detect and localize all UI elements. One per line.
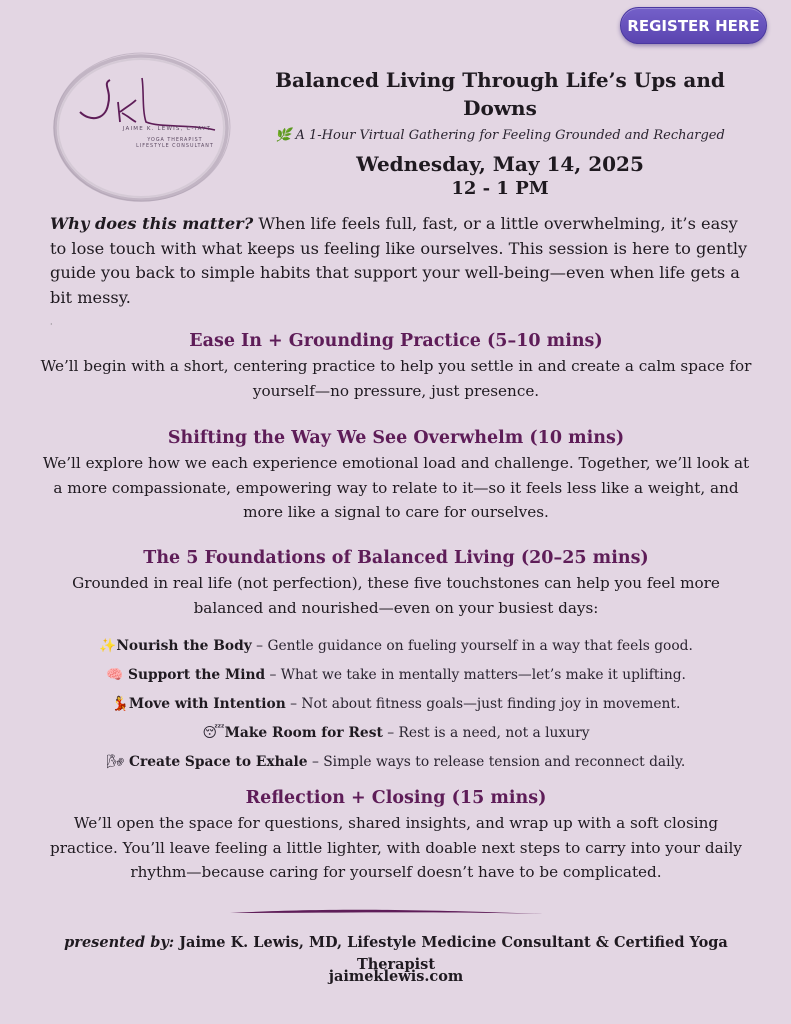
list-item [40,748,752,777]
list-item [40,690,752,719]
why-lead: Why does this matter? [50,214,254,233]
foundation-desc: – What we take in mentally matters—let’s make it uplifting. [265,667,686,683]
section-heading: Reflection + Closing (15 mins) [245,788,547,808]
list-item [40,661,752,690]
brain-icon: 🧠 [106,667,124,683]
stray-dot: · [50,320,53,329]
section-body: We’ll begin with a short, centering practice to help you settle in and create a calm space for yourself—no pressure, just presence. [40,357,752,400]
logo-sub-2: LIFESTYLE CONSULTANT [136,144,214,149]
subtitle-text: A 1-Hour Virtual Gathering for Feeling Grounded and Recharged [295,128,725,143]
foundation-title: Make Room for Rest [224,725,383,741]
logo [50,50,232,205]
section-body: We’ll open the space for questions, shared insights, and wrap up with a soft closing practice. You’ll leave feeling a little lighter, with doable next steps to carry into your daily rhythm—because caring for yourself doesn’t have to be complicated. [50,814,742,881]
sparkles-icon: ✨ [99,638,117,654]
logo-subtitle [120,138,230,150]
wind-icon: 🌬 [106,754,125,770]
event-date: Wednesday, May 14, 2025 [356,152,644,176]
event-time: 12 - 1 PM [451,178,549,199]
section-body: Grounded in real life (not perfection), these five touchstones can help you feel more balanced and nourished—even on your busiest days: [72,574,720,617]
foundation-desc: – Gentle guidance on fueling yourself in a way that feels good. [251,638,693,654]
foundation-title: Create Space to Exhale [124,754,308,770]
section-heading: Ease In + Grounding Practice (5–10 mins) [189,331,603,351]
foundation-title: Support the Mind [123,667,266,683]
foundation-desc: – Simple ways to release tension and reconnect daily. [307,754,686,770]
leaf-icon: 🌿 [275,128,292,143]
logo-sub-1: YOGA THERAPIST [147,138,203,143]
presenter-name: Jaime K. Lewis, MD, Lifestyle Medicine Consultant & Certified Yoga Therapist [174,934,728,973]
foundation-title: Nourish the Body [116,638,252,654]
section-ease-in [40,328,752,403]
foundations-list [40,632,752,777]
section-closing [40,785,752,885]
dancer-icon: 💃 [111,696,129,712]
presented-label: presented by: [64,934,175,951]
divider-swash [228,905,546,919]
foundation-desc: – Not about fitness goals—just finding joy in movement. [285,696,681,712]
section-body: We’ll explore how we each experience emotional load and challenge. Together, we’ll look at a more compassionate, empowering way to relate to it—so it feels less like a weight, and more like a signal to care for ourselves. [42,454,750,521]
why-body: When life feels full, fast, or a little overwhelming, it’s easy to lose touch with what keeps us feeling like ourselves. This session is here to gently guide you back to simple habits that support your well-being—even when life gets a bit messy. [50,214,748,307]
foundation-title: Move with Intention [128,696,286,712]
sleeping-face-icon: 😴 [202,725,225,741]
list-item [40,719,752,748]
section-heading: The 5 Foundations of Balanced Living (20–25 mins) [143,548,649,568]
list-item [40,632,752,661]
section-foundations [40,545,752,620]
why-paragraph [50,212,750,310]
event-title: Balanced Living Through Life’s Ups and Downs [275,68,725,120]
event-subtitle [240,127,760,145]
logo-name: JAIME K. LEWIS, C-IAYT [122,126,212,132]
register-button[interactable]: REGISTER HERE [620,7,767,44]
website-link[interactable]: jaimeklewis.com [328,968,464,985]
event-header [240,66,760,201]
foundation-desc: – Rest is a need, not a luxury [382,725,590,741]
section-overwhelm [40,425,752,525]
section-heading: Shifting the Way We See Overwhelm (10 mins) [167,428,625,448]
